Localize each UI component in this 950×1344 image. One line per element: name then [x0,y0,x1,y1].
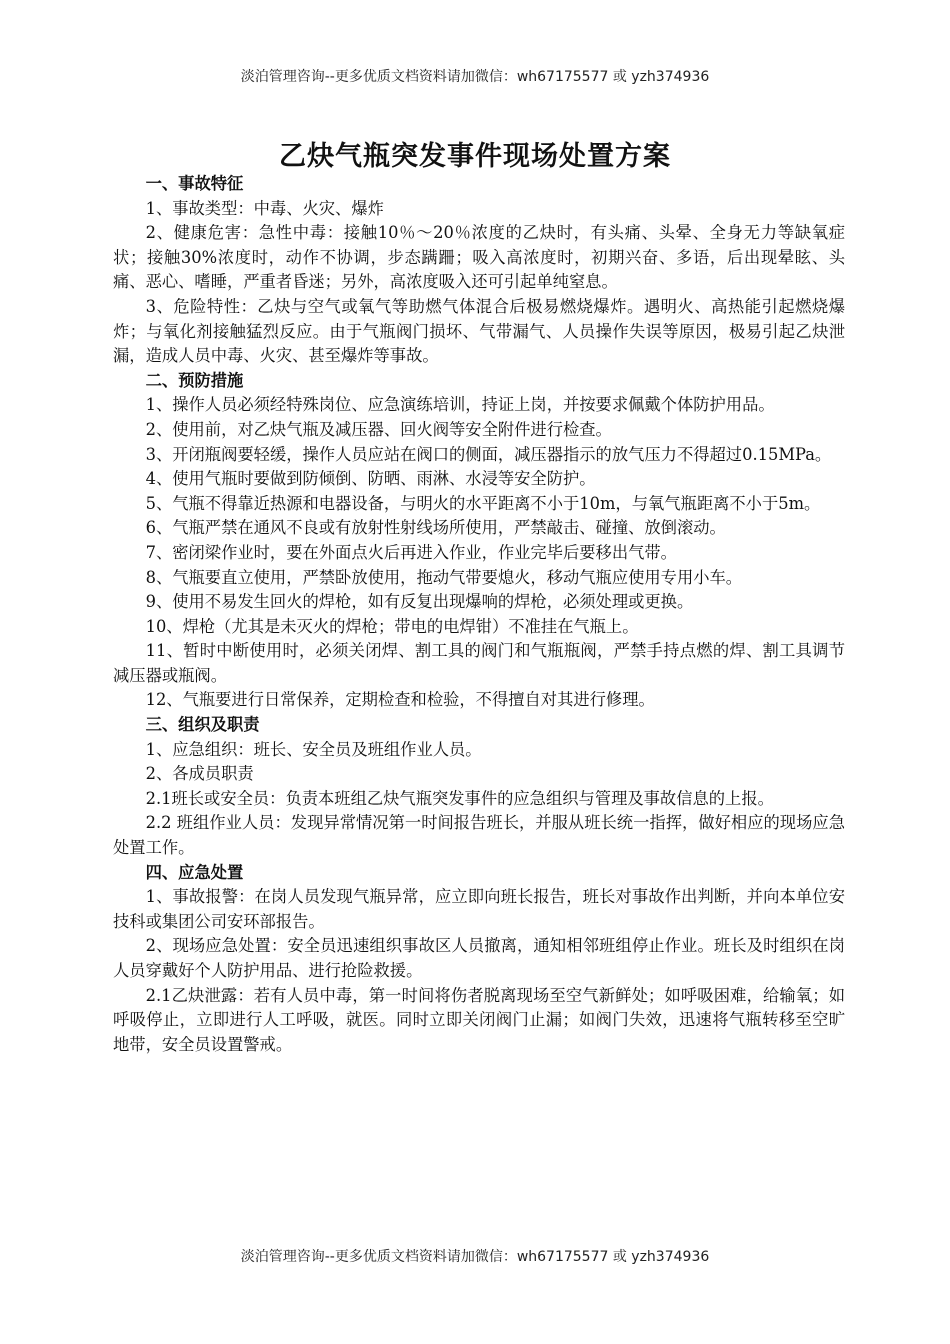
body-paragraph: 2.1乙炔泄露：若有人员中毒，第一时间将伤者脱离现场至空气新鲜处；如呼吸困难，给输氧；如呼吸停止，立即进行人工呼吸，就医。同时立即关闭阀门止漏；如阀门失效，迅速将气瓶转移至空旷地带，安全员设置警戒。 [113,985,845,1054]
page-title: 乙炔气瓶突发事件现场处置方案 [279,141,671,172]
document-body [113,172,845,1057]
page-footer: 淡泊管理咨询--更多优质文档资料请加微信：wh67175577 或 yzh374936 [240,1249,710,1265]
body-paragraph: 3、危险特性：乙炔与空气或氧气等助燃气体混合后极易燃烧爆炸。遇明火、高热能引起燃烧爆炸；与氧化剂接触猛烈反应。由于气瓶阀门损坏、气带漏气、人员操作失误等原因，极易引起乙炔泄漏，造成人员中毒、火灾、甚至爆炸等事故。 [113,296,845,366]
body-paragraph: 2.1班长或安全员：负责本班组乙炔气瓶突发事件的应急组织与管理及事故信息的上报。 [145,788,774,808]
body-paragraph: 1、事故类型：中毒、火灾、爆炸 [145,198,384,218]
section-heading: 三、组织及职责 [145,715,260,735]
body-paragraph: 5、气瓶不得靠近热源和电器设备，与明火的水平距离不小于10m，与氧气瓶距离不小于5m。 [145,493,821,513]
body-paragraph: 1、操作人员必须经特殊岗位、应急演练培训，持证上岗，并按要求佩戴个体防护用品。 [145,395,775,415]
body-paragraph: 4、使用气瓶时要做到防倾倒、防晒、雨淋、水浸等安全防护。 [145,469,596,489]
body-paragraph: 3、开闭瓶阀要轻缓，操作人员应站在阀口的侧面，减压器指示的放气压力不得超过0.15MPa。 [145,444,832,464]
body-paragraph: 12、气瓶要进行日常保养，定期检查和检验，不得擅自对其进行修理。 [145,690,655,710]
body-paragraph: 2、现场应急处置：安全员迅速组织事故区人员撤离，通知相邻班组停止作业。班长及时组织在岗人员穿戴好个人防护用品、进行抢险救援。 [113,936,845,980]
body-paragraph: 7、密闭梁作业时，要在外面点火后再进入作业，作业完毕后要移出气带。 [145,542,677,562]
body-paragraph: 6、气瓶严禁在通风不良或有放射性射线场所使用，严禁敲击、碰撞、放倒滚动。 [145,518,726,538]
body-paragraph: 9、使用不易发生回火的焊枪，如有反复出现爆响的焊枪，必须处理或更换。 [145,592,694,612]
section-heading: 四、应急处置 [145,862,244,882]
body-paragraph: 11、暂时中断使用时，必须关闭焊、割工具的阀门和气瓶瓶阀，严禁手持点燃的焊、割工具调节减压器或瓶阀。 [113,641,845,685]
body-paragraph: 2、健康危害：急性中毒：接触10％～20％浓度的乙炔时，有头痛、头晕、全身无力等缺氧症状；接触30%浓度时，动作不协调，步态蹒跚；吸入高浓度时，初期兴奋、多语，后出现晕眩、头痛、恶心、嗜睡，严重者昏迷；另外，高浓度吸入还可引起单纯窒息。 [113,223,845,292]
body-paragraph: 1、应急组织：班长、安全员及班组作业人员。 [145,739,482,759]
body-paragraph: 2.2 班组作业人员：发现异常情况第一时间报告班长，并服从班长统一指挥，做好相应的现场应急处置工作。 [113,813,845,858]
body-paragraph: 1、事故报警：在岗人员发现气瓶异常，应立即向班长报告，班长对事故作出判断，并向本单位安技科或集团公司安环部报告。 [113,887,845,931]
section-heading: 二、预防措施 [145,370,244,390]
section-heading: 一、事故特征 [145,174,244,193]
body-paragraph: 10、焊枪（尤其是未灭火的焊枪；带电的电焊钳）不准挂在气瓶上。 [145,616,639,636]
body-paragraph: 2、使用前，对乙炔气瓶及减压器、回火阀等安全附件进行检查。 [145,419,612,439]
body-paragraph: 2、各成员职责 [145,764,254,784]
body-paragraph: 8、气瓶要直立使用，严禁卧放使用，拖动气带要熄火，移动气瓶应使用专用小车。 [145,567,743,587]
page-header: 淡泊管理咨询--更多优质文档资料请加微信：wh67175577 或 yzh374936 [240,69,710,85]
